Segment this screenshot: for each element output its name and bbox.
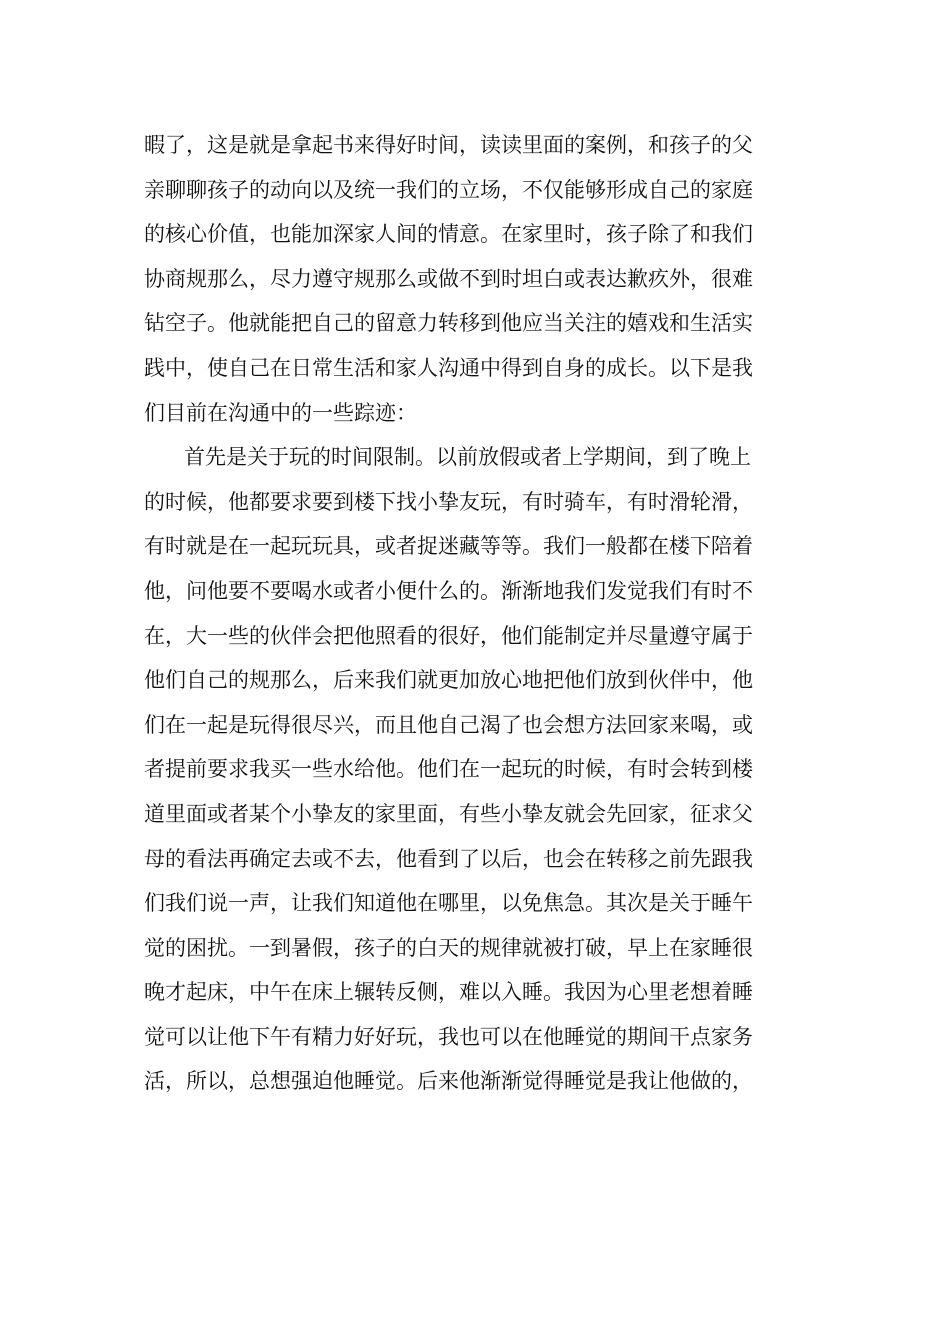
text-line: 者提前要求我买一些水给他。他们在一起玩的时候，有时会转到楼 — [144, 757, 753, 782]
text-line: 践中，使自己在日常生活和家人沟通中得到自身的成长。以下是我 — [144, 355, 753, 380]
paragraph-start-line: 首先是关于玩的时间限制。以前放假或者上学期间，到了晚上 — [184, 445, 751, 470]
text-line: 有时就是在一起玩玩具，或者捉迷藏等等。我们一般都在楼下陪着 — [144, 534, 753, 559]
text-line: 协商规那么，尽力遵守规那么或做不到时坦白或表达歉疚外，很难 — [144, 266, 753, 291]
text-line: 道里面或者某个小挚友的家里面，有些小挚友就会先回家，征求父 — [144, 801, 753, 826]
text-line: 们目前在沟通中的一些踪迹： — [144, 400, 417, 425]
text-line: 暇了，这是就是拿起书来得好时间，读读里面的案例，和孩子的父 — [144, 133, 753, 157]
body-text — [144, 123, 808, 1104]
text-line: 晚才起床，中午在床上辗转反侧，难以入睡。我因为心里老想着睡 — [144, 980, 753, 1005]
text-line: 活，所以，总想强迫他睡觉。后来他渐渐觉得睡觉是我让他做的， — [144, 1069, 753, 1094]
text-line: 在，大一些的伙伴会把他照看的很好，他们能制定并尽量遵守属于 — [144, 623, 753, 648]
text-line: 觉的困扰。一到暑假，孩子的白天的规律就被打破，早上在家睡很 — [144, 935, 753, 960]
text-line: 们我们说一声，让我们知道他在哪里，以免焦急。其次是关于睡午 — [144, 891, 753, 916]
text-line: 他，问他要不要喝水或者小便什么的。渐渐地我们发觉我们有时不 — [144, 578, 753, 603]
text-line: 的时候，他都要求要到楼下找小挚友玩，有时骑车，有时滑轮滑， — [144, 489, 753, 514]
text-line: 亲聊聊孩子的动向以及统一我们的立场，不仅能够形成自己的家庭 — [144, 177, 753, 202]
text-line: 觉可以让他下午有精力好好玩，我也可以在他睡觉的期间干点家务 — [144, 1024, 753, 1049]
text-line: 他们自己的规那么，后来我们就更加放心地把他们放到伙伴中，他 — [144, 668, 753, 693]
text-line: 钻空子。他就能把自己的留意力转移到他应当关注的嬉戏和生活实 — [144, 311, 753, 336]
text-line: 们在一起是玩得很尽兴，而且他自己渴了也会想方法回家来喝，或 — [144, 712, 753, 737]
text-line: 的核心价值，也能加深家人间的情意。在家里时，孩子除了和我们 — [144, 222, 753, 247]
text-line: 母的看法再确定去或不去，他看到了以后，也会在转移之前先跟我 — [144, 846, 753, 871]
